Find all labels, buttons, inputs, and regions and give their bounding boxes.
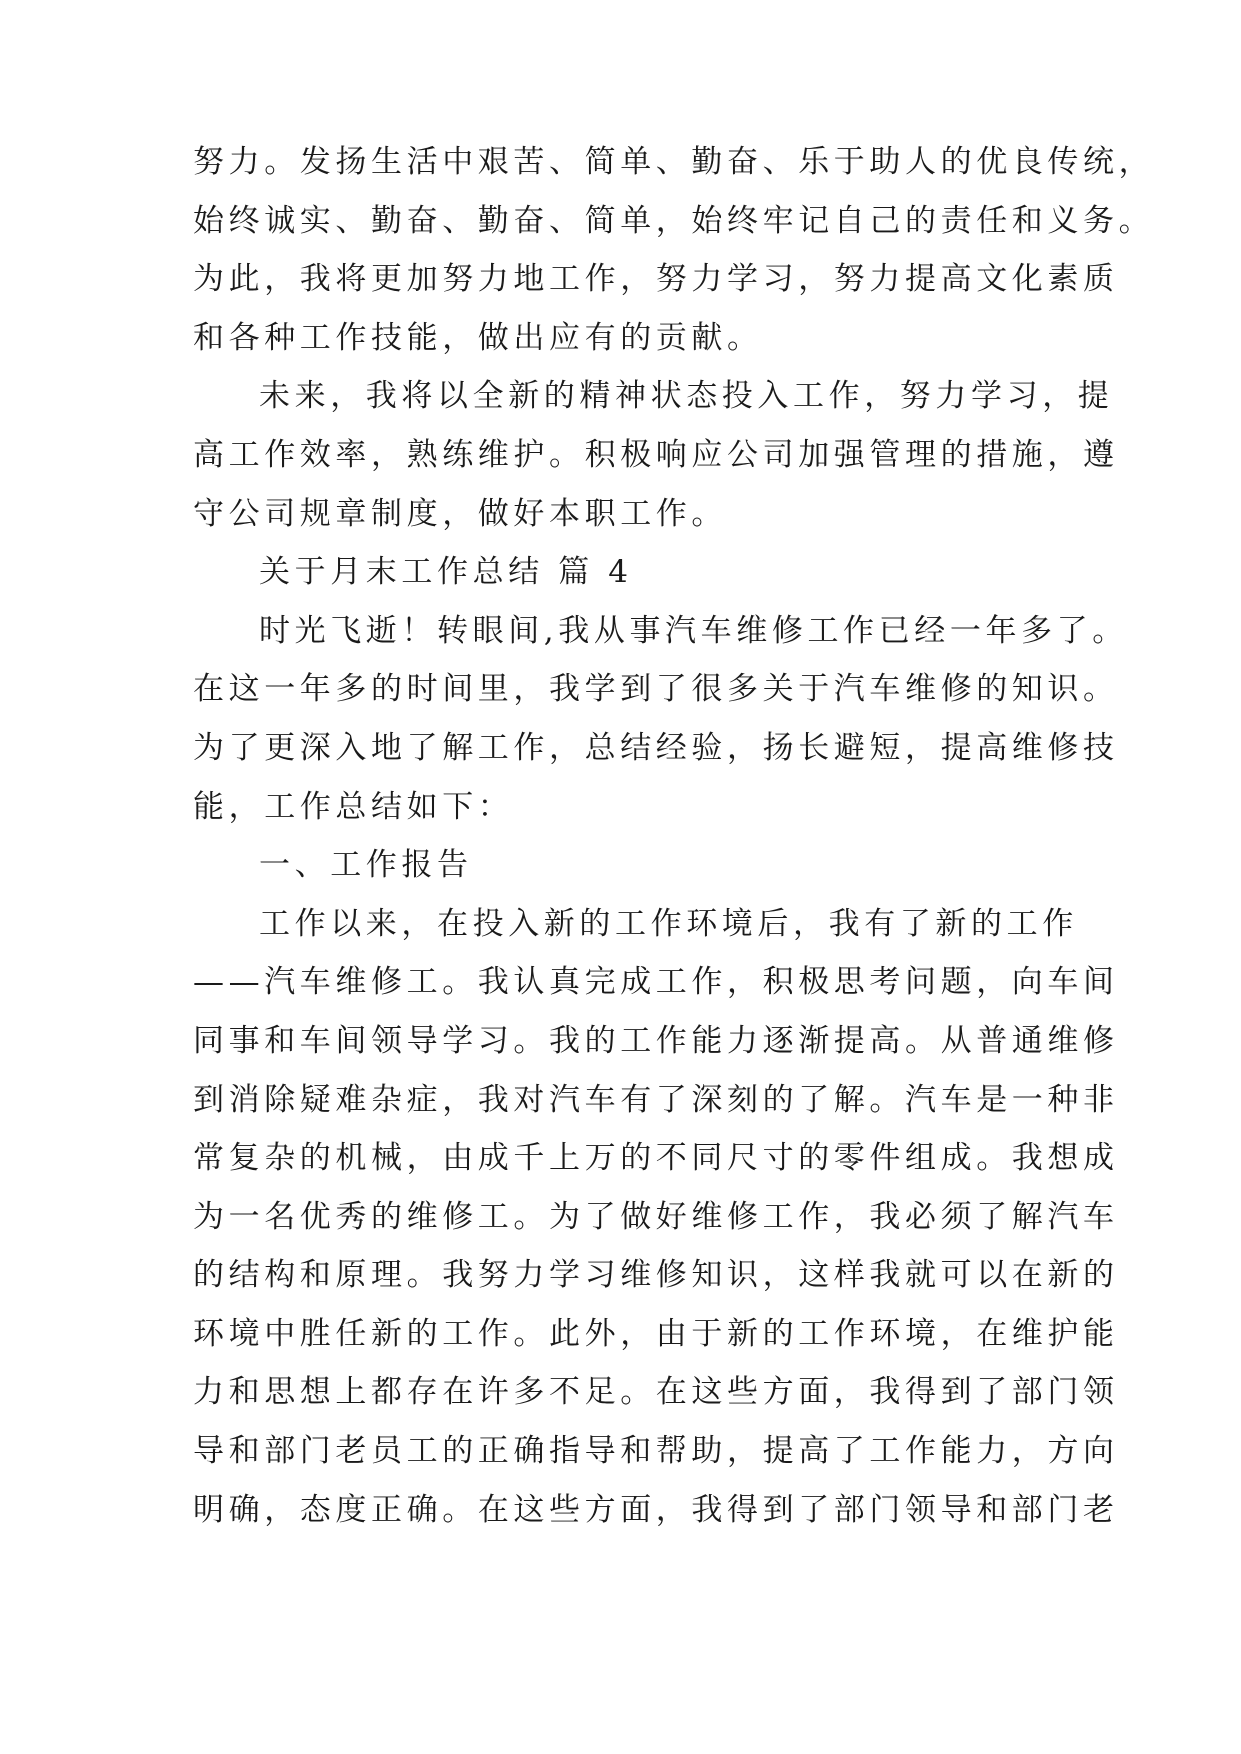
text-line: 为一名优秀的维修工。为了做好维修工作，我必须了解汽车 [193,1198,1119,1235]
text-line: 导和部门老员工的正确指导和帮助，提高了工作能力，方向 [193,1433,1119,1470]
text-line: 常复杂的机械，由成千上万的不同尺寸的零件组成。我想成 [193,1140,1119,1177]
text-line: 能，工作总结如下： [193,788,514,825]
text-line: 为了更深入地了解工作，总结经验，扬长避短，提高维修技 [193,729,1119,766]
text-line: 环境中胜任新的工作。此外，由于新的工作环境，在维护能 [193,1315,1119,1352]
text-line: 在这一年多的时间里，我学到了很多关于汽车维修的知识。 [193,671,1119,708]
text-line: 时光飞逝！转眼间,我从事汽车维修工作已经一年多了。 [259,612,1128,649]
text-line: 努力。发扬生活中艰苦、简单、勤奋、乐于助人的优良传统， [193,144,1155,180]
text-line: 一、工作报告 [259,847,473,884]
text-line: 同事和车间领导学习。我的工作能力逐渐提高。从普通维修 [193,1022,1119,1059]
text-line: 和各种工作技能，做出应有的贡献。 [193,319,763,356]
document-body [193,133,1155,1539]
text-line: 始终诚实、勤奋、勤奋、简单，始终牢记自己的责任和义务。 [193,202,1155,239]
text-line: 工作以来，在投入新的工作环境后，我有了新的工作 [259,905,1078,942]
text-line: 未来，我将以全新的精神状态投入工作，努力学习，提 [259,378,1114,415]
text-line: 的结构和原理。我努力学习维修知识，这样我就可以在新的 [193,1257,1119,1294]
text-line: 关于月末工作总结 篇 4 [259,554,633,591]
text-line: 高工作效率，熟练维护。积极响应公司加强管理的措施，遵 [193,436,1119,473]
text-line: ——汽车维修工。我认真完成工作，积极思考问题，向车间 [193,964,1119,1001]
text-line: 到消除疑难杂症，我对汽车有了深刻的了解。汽车是一种非 [193,1081,1119,1118]
text-line: 力和思想上都存在许多不足。在这些方面，我得到了部门领 [193,1374,1119,1411]
text-line: 明确，态度正确。在这些方面，我得到了部门领导和部门老 [193,1491,1119,1528]
text-line: 为此，我将更加努力地工作，努力学习，努力提高文化素质 [193,261,1119,298]
text-line: 守公司规章制度，做好本职工作。 [193,495,727,532]
